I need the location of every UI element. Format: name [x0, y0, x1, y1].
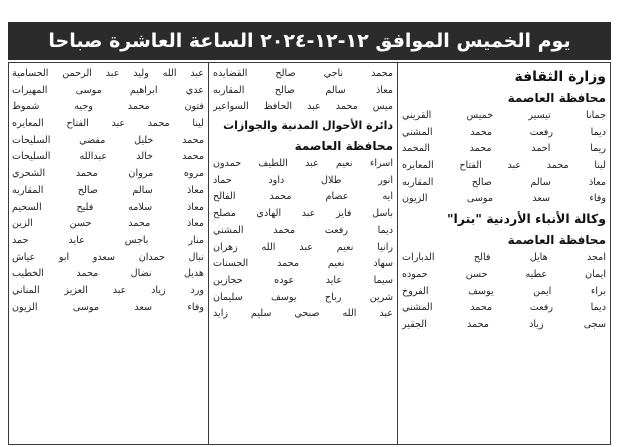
- top-margin: [0, 0, 619, 22]
- name-line: وفاء سعد موسى الزيون: [402, 193, 606, 205]
- civil-status-heading: دائرة الأحوال المدنية والجوازات: [223, 119, 393, 133]
- name-line: براء ايمن يوسف الفروخ: [402, 285, 606, 297]
- name-line: ديما رفعت محمد المشني: [402, 302, 606, 314]
- name-line: لينا محمد عبد الفتاح المعايره: [12, 118, 204, 130]
- name-line: معاذ سالم صالح المقاربه: [402, 176, 606, 188]
- name-line: شرين رباح يوسف سليمان: [213, 291, 393, 303]
- name-line: جمانا تيسير خميس القريني: [402, 110, 606, 121]
- date-banner: يوم الخميس الموافق ١٢-١٢-٢٠٢٤ الساعة العاشرة صباحا: [8, 22, 611, 60]
- name-line: مروه مروان محمد الشحري: [12, 168, 204, 180]
- name-line: ديما رفعت محمد المشني: [213, 224, 393, 236]
- name-line: ايمان عطيه حسن حموده: [402, 268, 606, 280]
- name-line: معاذ محمد حسن الزين: [12, 218, 204, 230]
- lists-frame: [8, 62, 611, 445]
- name-line: امجد هايل فالح الدبارات: [402, 252, 606, 264]
- name-line: ورد زياد عبد العزيز المناني: [12, 284, 204, 296]
- name-line: محمد ناجي صالح القضايده: [213, 68, 393, 79]
- ministry-of-culture-heading: وزارة الثقافة: [514, 69, 606, 85]
- name-line: عبد الله صبحي سليم زايد: [213, 308, 393, 320]
- name-line: سهاد نعيم محمد الحسنات: [213, 258, 393, 270]
- name-line: انور طلال داود حماد: [213, 174, 393, 186]
- name-line: ميس محمد عبد الحافظ السواعير: [213, 101, 393, 113]
- name-line: ريما احمد محمد المحمد: [402, 143, 606, 155]
- governorate-heading: محافظة العاصمة: [507, 91, 606, 105]
- name-line: عدي ابراهيم موسى المهيرات: [12, 84, 204, 96]
- name-line: عبد الله وليد عبد الرحمن الحسامية: [12, 68, 204, 79]
- petra-agency-heading: وكالة الأنباء الأردنية "بترا": [447, 211, 606, 227]
- name-line: معاذ سالم صالح المقاربه: [12, 184, 204, 196]
- column-middle: [209, 63, 398, 444]
- name-line: فتون محمد وجيه شموط: [12, 101, 204, 113]
- column-left: [8, 63, 209, 444]
- name-line: نبال حمدان سعدو ابو عياش: [12, 251, 204, 263]
- name-line: منار باجس عايد حمد: [12, 234, 204, 246]
- name-line: سيما عايد عوده حجازين: [213, 274, 393, 286]
- name-line: باسل فايز عبد الهادي مصلح: [213, 208, 393, 220]
- name-line: سجى زياد محمد الجقير: [402, 318, 606, 330]
- name-line: معاذ سالم صالح المقاربه: [213, 84, 393, 96]
- name-line: لينا محمد عبد الفتاح المعايره: [402, 160, 606, 172]
- name-line: ديما رفعت محمد المشني: [402, 126, 606, 138]
- name-line: محمد خليل مفضي السليحات: [12, 134, 204, 146]
- governorate-heading: محافظة العاصمة: [507, 233, 606, 248]
- name-line: هديل نضال محمد الخطيب: [12, 268, 204, 280]
- governorate-heading: محافظة العاصمة: [294, 139, 393, 154]
- name-line: رانيا نعيم عبد الله زهران: [213, 241, 393, 253]
- name-line: وفاء سعد موسى الزيون: [12, 301, 204, 313]
- name-line: معاذ سلامه فليح السحيم: [12, 201, 204, 213]
- column-right: [398, 63, 610, 444]
- name-line: محمد خالد عبدالله السليحات: [12, 151, 204, 163]
- name-line: اسراء نعيم عبد اللطيف حمدون: [213, 158, 393, 170]
- name-line: ايه عصام محمد الفالح: [213, 191, 393, 203]
